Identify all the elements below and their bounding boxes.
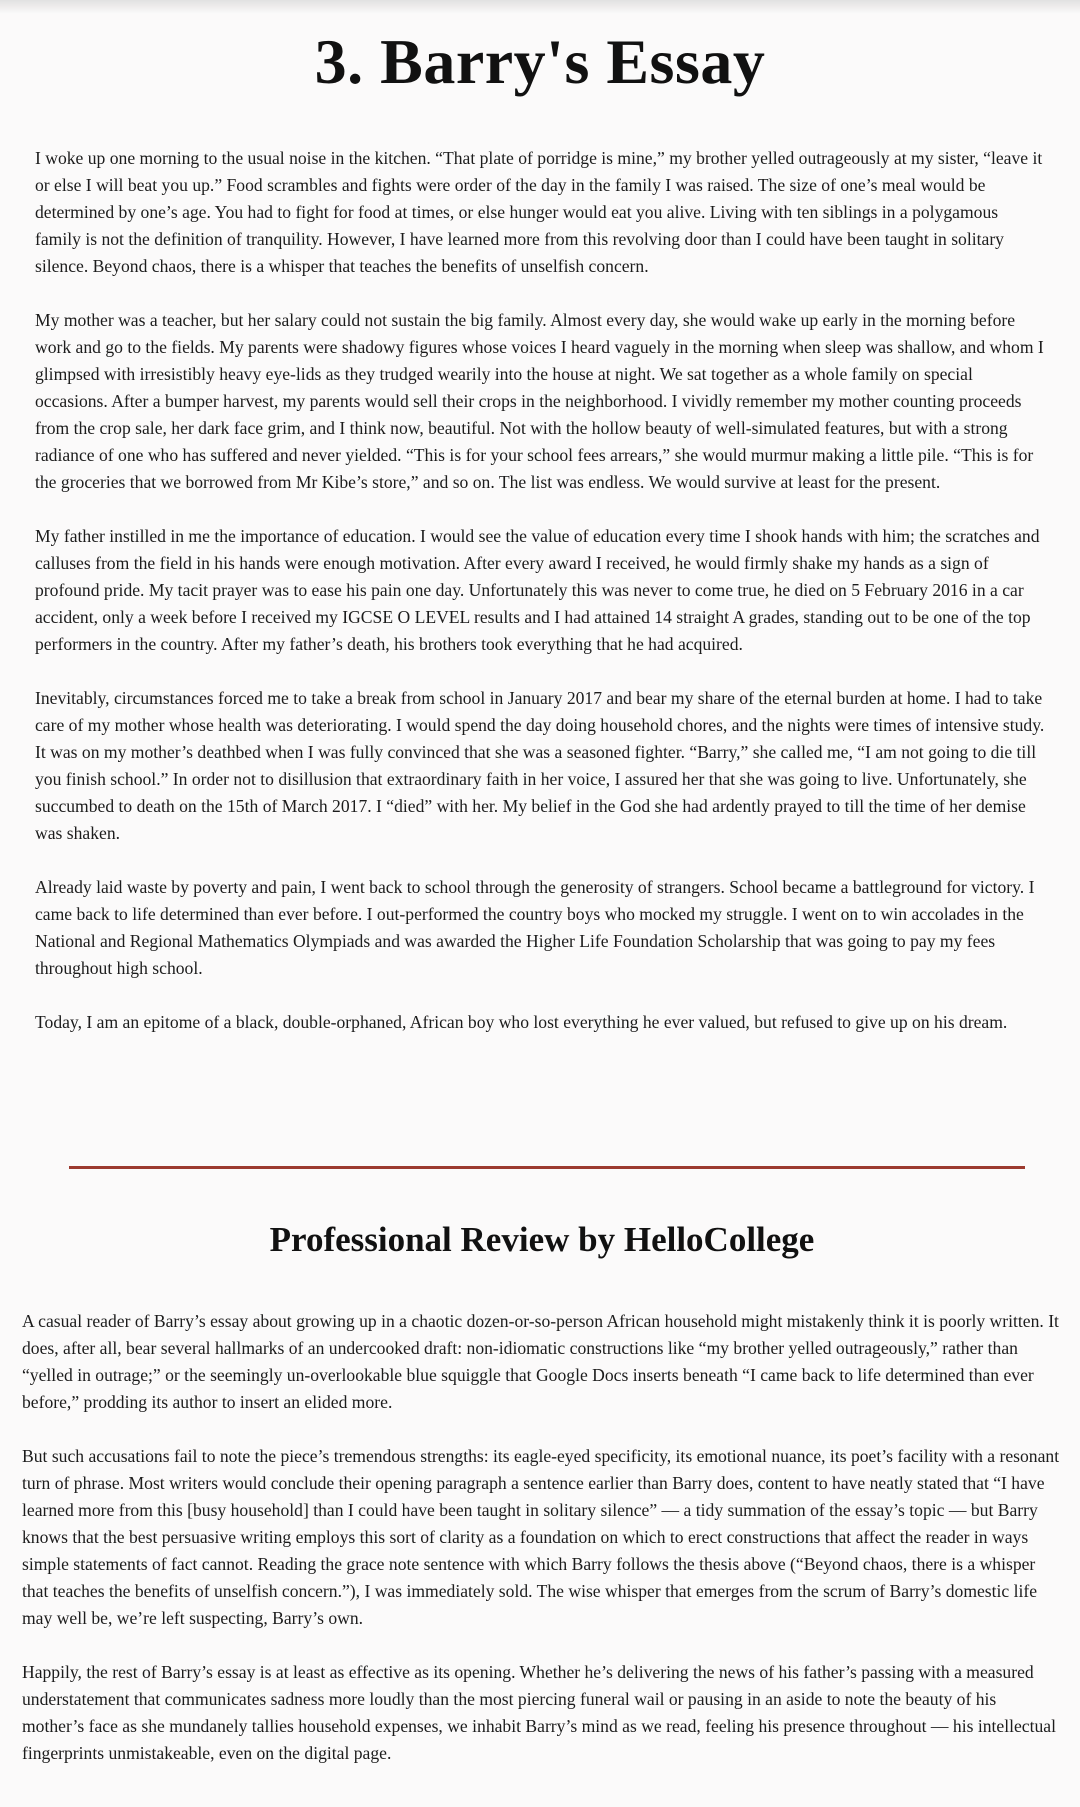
review-paragraph: Happily, the rest of Barry’s essay is at least as effective as its opening. Whether he’s delivering the news of his father’s passing with a measured understatement that communicates sadness more loudly than the most piercing funeral wail or pausing in an aside to note the beauty of his mother’s face as she mundanely tallies household expenses, we inhabit Barry’s mind as we read, feeling his presence throughout — his intellectual fingerprints unmistakeable, even on the digital page. bbox=[22, 1662, 1057, 1763]
essay-paragraph: Inevitably, circumstances forced me to take a break from school in January 2017 and bear my share of the eternal burden at home. I had to take care of my mother whose health was deteriorating. I would spend the day doing household chores, and the nights were times of intensive study. It was on my mother’s deathbed when I was fully convinced that she was a seasoned fighter. “Barry,” she called me, “I am not going to die till you finish school.” In order not to disillusion that extraordinary faith in her voice, I assured her that she was going to live. Unfortunately, she succumbed to death on the 15th of March 2017. I “died” with her. My belief in the God she had ardently prayed to till the time of her demise was shaken. bbox=[35, 688, 1045, 843]
essay-paragraph: I woke up one morning to the usual noise in the kitchen. “That plate of porridge is mine,” my brother yelled outrageously at my sister, “leave it or else I will beat you up.” Food scrambles and fights were order of the day in the family I was raised. The size of one’s meal would be determined by one’s age. You had to fight for food at times, or else hunger would eat you alive. Living with ten siblings in a polygamous family is not the definition of tranquility. However, I have learned more from this revolving door than I could have been taught in solitary silence. Beyond chaos, there is a whisper that teaches the benefits of unselfish concern. bbox=[35, 148, 1043, 276]
review-paragraph: A casual reader of Barry’s essay about growing up in a chaotic dozen-or-so-person African household might mistakenly think it is poorly written. It does, after all, bear several hallmarks of an undercooked draft: non-idiomatic constructions like “my brother yelled outrageously,” rather than “yelled in outrage;” or the seemingly un-overlookable blue squiggle that Google Docs inserts beneath “I came back to life determined than ever before,” prodding its author to insert an elided more. bbox=[22, 1311, 1059, 1412]
essay-section bbox=[35, 0, 1045, 1063]
section-divider bbox=[69, 1166, 1025, 1169]
essay-title: 3. Barry's Essay bbox=[314, 26, 766, 97]
essay-paragraph: Already laid waste by poverty and pain, I went back to school through the generosity of strangers. School became a battleground for victory. I came back to life determined than ever before. I out-performed the country boys who mocked my struggle. I went on to win accolades in the National and Regional Mathematics Olympiads and was awarded the Higher Life Foundation Scholarship that was going to pay my fees throughout high school. bbox=[35, 877, 1035, 978]
review-body bbox=[22, 1308, 1062, 1767]
review-title: Professional Review by HelloCollege bbox=[269, 1220, 815, 1259]
essay-paragraph: My father instilled in me the importance of education. I would see the value of education every time I shook hands with him; the scratches and calluses from the field in his hands were enough motivation. After every award I received, he would firmly shake my hands as a sign of profound pride. My tacit prayer was to ease his pain one day. Unfortunately this was never to come true, he died on 5 February 2016 in a car accident, only a week before I received my IGCSE O LEVEL results and I had attained 14 straight A grades, standing out to be one of the top performers in the country. After my father’s death, his brothers took everything that he had acquired. bbox=[35, 526, 1040, 654]
essay-paragraph: Today, I am an epitome of a black, double-orphaned, African boy who lost everything he ever valued, but refused to give up on his dream. bbox=[35, 1012, 1008, 1032]
essay-body bbox=[35, 145, 1045, 1036]
review-paragraph: But such accusations fail to note the piece’s tremendous strengths: its eagle-eyed specificity, its emotional nuance, its poet’s facility with a resonant turn of phrase. Most writers would conclude their opening paragraph a sentence earlier than Barry does, content to have neatly stated that “I have learned more from this [busy household] than I could have been taught in solitary silence” — a tidy summation of the essay’s topic — but Barry knows that the best persuasive writing employs this sort of clarity as a foundation on which to erect constructions that affect the reader in ways simple statements of fact cannot. Reading the grace note sentence with which Barry follows the thesis above (“Beyond chaos, there is a whisper that teaches the benefits of unselfish concern.”), I was immediately sold. The wise whisper that emerges from the scrum of Barry’s domestic life may well be, we’re left suspecting, Barry’s own. bbox=[22, 1446, 1060, 1628]
review-section bbox=[22, 1210, 1062, 1794]
essay-paragraph: My mother was a teacher, but her salary could not sustain the big family. Almost every day, she would wake up early in the morning before work and go to the fields. My parents were shadowy figures whose voices I heard vaguely in the morning when sleep was shallow, and whom I glimpsed with irresistibly heavy eye-lids as they trudged wearily into the house at night. We sat together as a whole family on special occasions. After a bumper harvest, my parents would sell their crops in the neighborhood. I vividly remember my mother counting proceeds from the crop sale, her dark face grim, and I think now, beautiful. Not with the hollow beauty of well-simulated features, but with a strong radiance of one who has suffered and never yielded. “This is for your school fees arrears,” she would murmur making a little pile. “This is for the groceries that we borrowed from Mr Kibe’s store,” and so on. The list was endless. We would survive at least for the present. bbox=[35, 310, 1044, 492]
